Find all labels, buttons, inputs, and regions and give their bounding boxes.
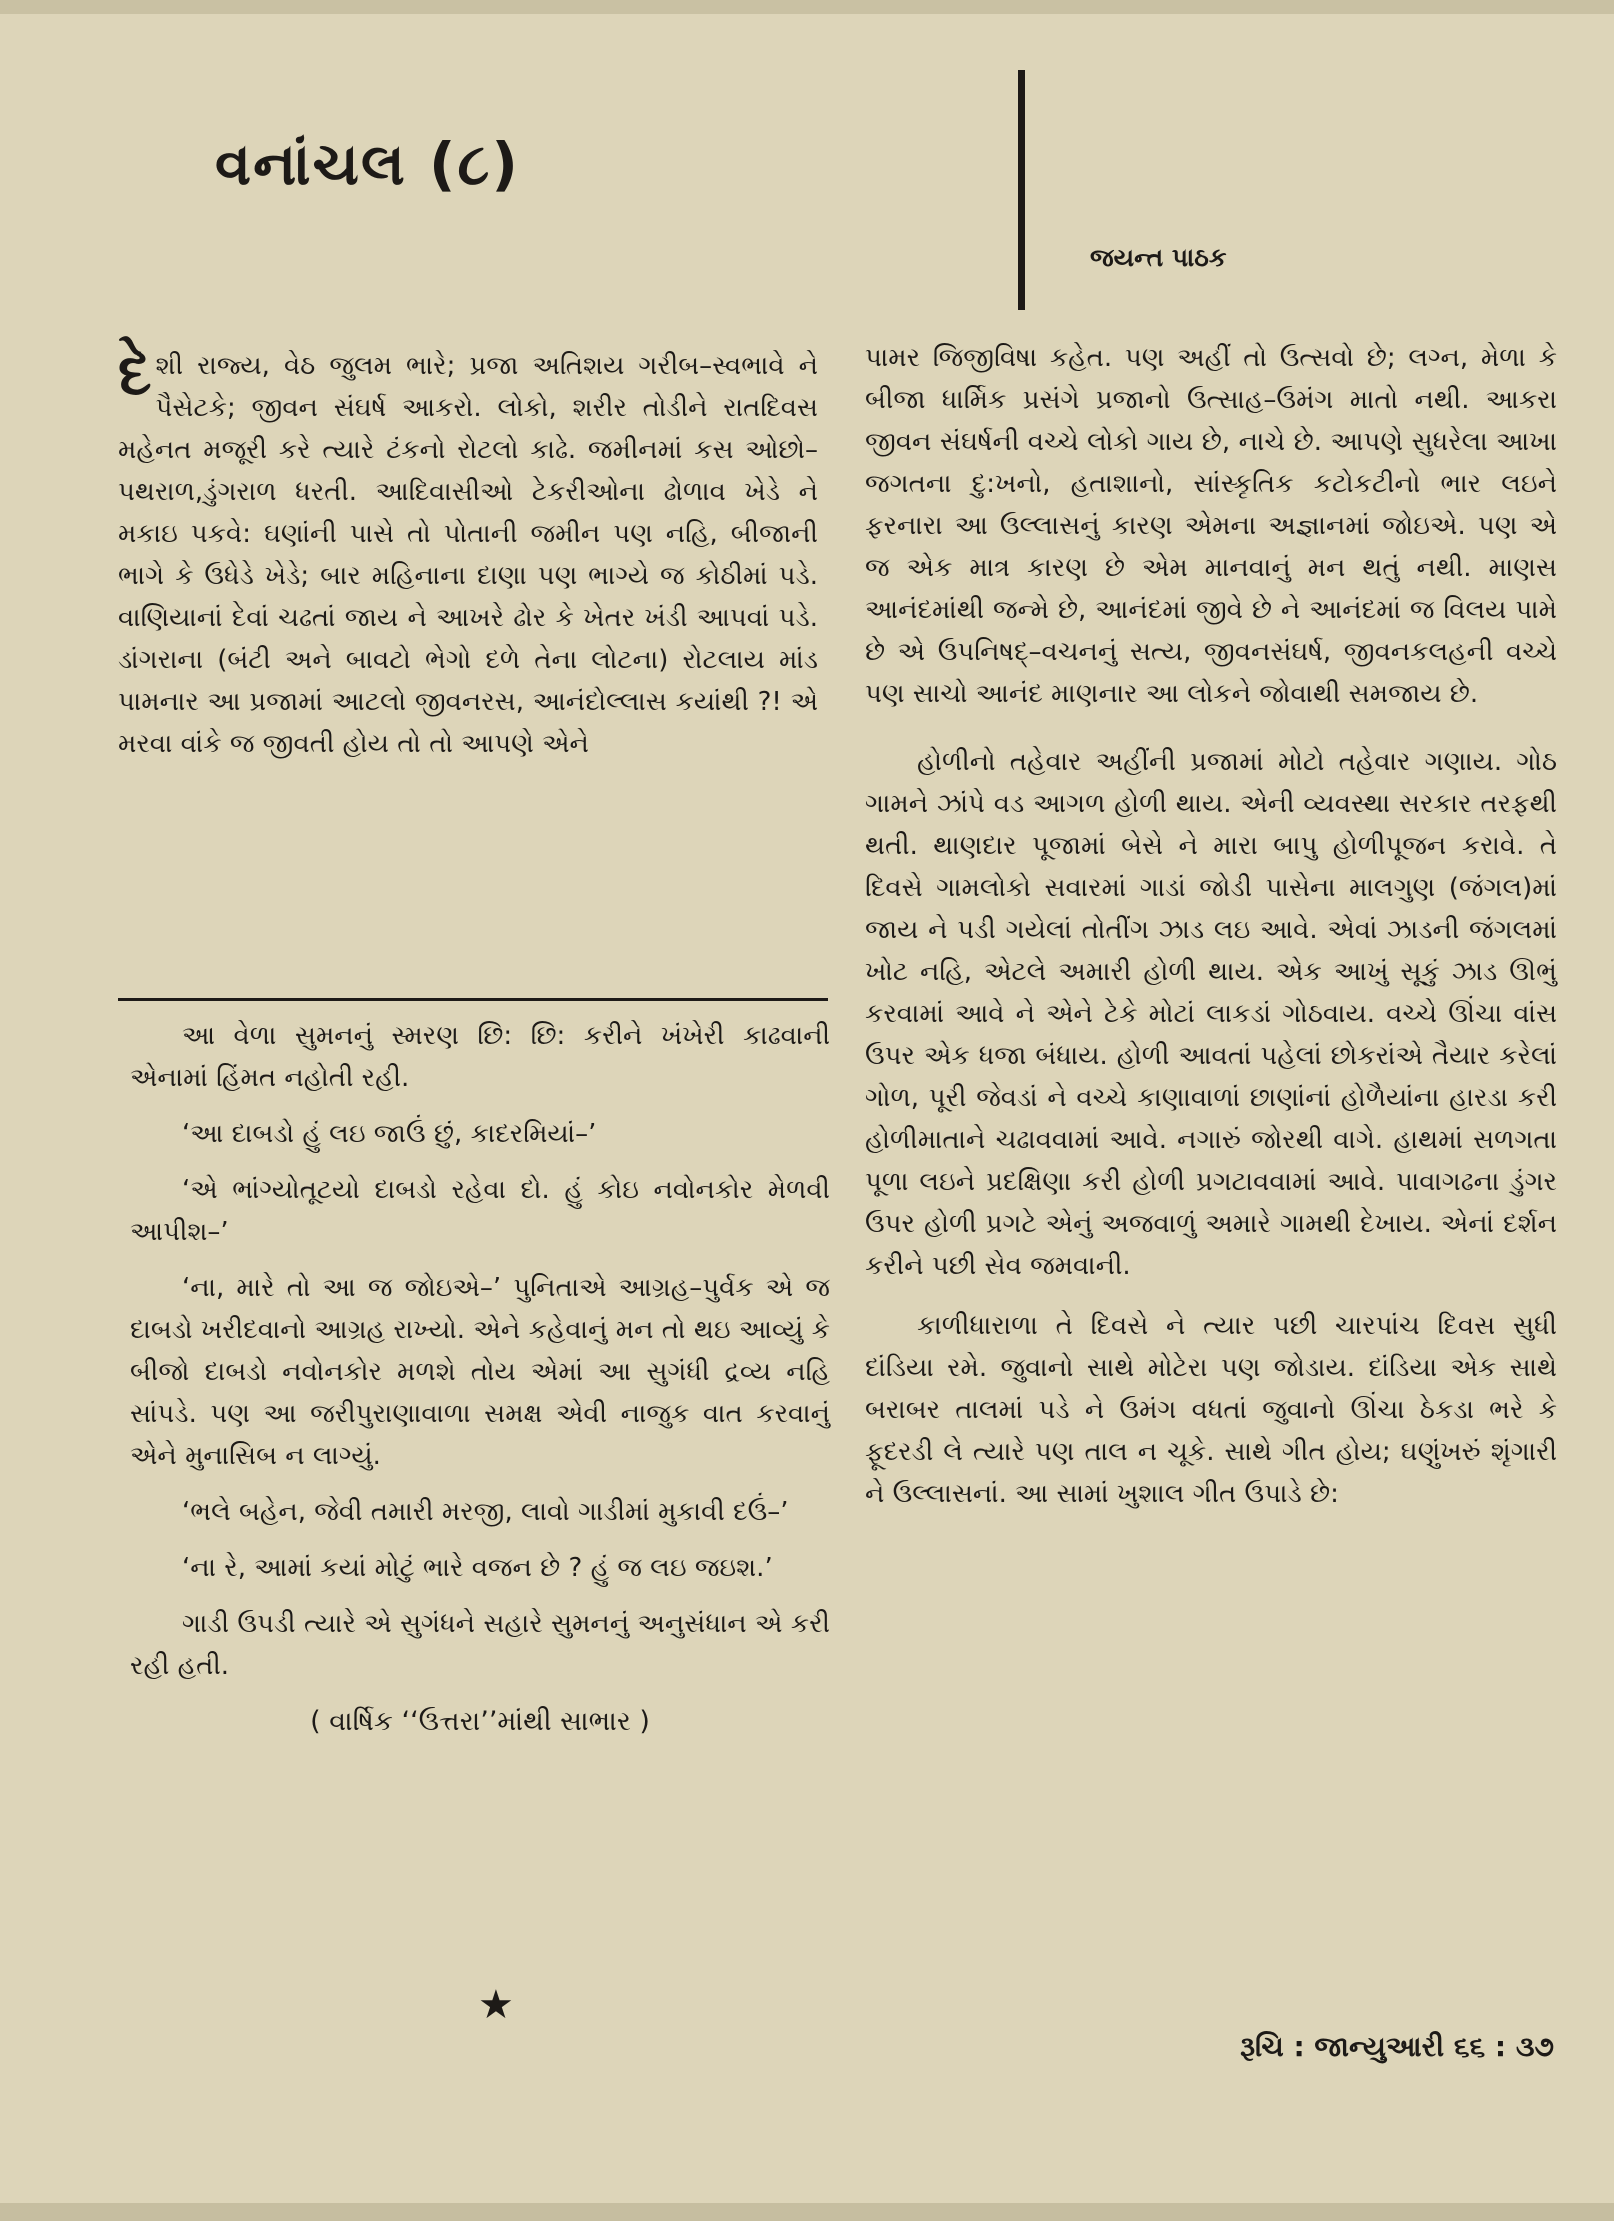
article-column-left [118,339,818,779]
page-footer: રૂચિ : જાન્યુઆરી ૬૬ : ૩૭ [1240,2030,1554,2063]
story-paragraph: ‘આ દાબડો હું લઇ જાઉં છું, કાદરમિયાં–’ [182,1119,597,1149]
story-paragraph: આ વેળા સુમનનું સ્મરણ છિ: છિ: કરીને ખંખેરી કાઢવાની એનામાં હિંમત નહોતી રહી. [130,1021,830,1093]
story-paragraph: ‘ભલે બહેન, જેવી તમારી મરજી, લાવો ગાડીમાં મુકાવી દઉં–’ [182,1497,789,1527]
article-paragraph: પામર જિજીવિષા કહેત. પણ અહીં તો ઉત્સવો છે; લગ્ન, મેળા કે બીજા ધાર્મિક પ્રસંગે પ્રજાનો ઉત્સાહ–ઉમંગ માતો નથી. આકરા જીવન સંઘર્ષની વચ્ચે લોકો ગાય છે, નાચે છે. આપણે સુધરેલા આખા જગતના દુ:ખનો, હતાશાનો, સાંસ્કૃતિક કટોકટીનો ભાર લઇને ફરનારા આ ઉલ્લાસનું કારણ એમના અજ્ઞાનમાં જોઇએ. પણ એ જ એક માત્ર કારણ છે એમ માનવાનું મન થતું નથી. માણસ આનંદમાંથી જન્મે છે, આનંદમાં જીવે છે ને આનંદમાં જ વિલય પામે છે એ ઉપનિષદ્–વચનનું સત્ય, જીવનસંઘર્ષ, જીવનકલહની વચ્ચે પણ સાચો આનંદ માણનાર આ લોકને જોવાથી સમજાય છે. [865,343,1557,709]
article-paragraph: હોળીનો તહેવાર અહીંની પ્રજામાં મોટો તહેવાર ગણાય. ગોઠ ગામને ઝાંપે વડ આગળ હોળી થાય. એની વ્યવસ્થા સરકાર તરફથી થતી. થાણદાર પૂજામાં બેસે ને મારા બાપુ હોળીપૂજન કરાવે. તે દિવસે ગામલોકો સવારમાં ગાડાં જોડી પાસેના માલગુણ (જંગલ)માં જાય ને પડી ગયેલાં તોતીંગ ઝાડ લઇ આવે. એવાં ઝાડની જંગલમાં ખોટ નહિ, એટલે અમારી હોળી થાય. એક આખું સૂકું ઝાડ ઊભું કરવામાં આવે ને એને ટેકે મોટાં લાકડાં ગોઠવાય. વચ્ચે ઊંચા વાંસ ઉપર એક ધજા બંધાય. હોળી આવતાં પહેલાં છોકરાંએ તૈયાર કરેલાં ગોળ, પૂરી જેવડાં ને વચ્ચે કાણાવાળાં છાણાંનાં હોળૈયાંના હારડા કરી હોળીમાતાને ચઢાવવામાં આવે. નગારું જોરથી વાગે. હાથમાં સળગતા પૂળા લઇને પ્રદક્ષિણા કરી હોળી પ્રગટાવવામાં આવે. પાવાગઢના ડુંગર ઉપર હોળી પ્રગટે એનું અજવાળું અમારે ગામથી દેખાય. એનાં દર્શન કરીને પછી સેવ જમવાની. [865,747,1557,1281]
opening-paragraph-text: શી રાજ્ય, વેઠ જુલમ ભારે; પ્રજા અતિશય ગરીબ–સ્વભાવે ને પૈસેટકે; જીવન સંઘર્ષ આકરો. લોકો, શરીર તોડીને રાતદિવસ મહેનત મજૂરી કરે ત્યારે ટંકનો રોટલો કાઢે. જમીનમાં કસ ઓછો–પથરાળ,ડુંગરાળ ધરતી. આદિવાસીઓ ટેકરીઓના ઢોળાવ ખેડે ને મકાઇ પકવે: ઘણાંની પાસે તો પોતાની જમીન પણ નહિ, બીજાની ભાગે કે ઉધેડે ખેડે; બાર મહિનાના દાણા પણ ભાગ્યે જ કોઠીમાં પડે. વાણિયાનાં દેવાં ચઢતાં જાય ને આખરે ઢોર કે ખેતર ખંડી આપવાં પડે. ડાંગરાના (બંટી અને બાવટો ભેગો દળે તેના લોટના) રોટલાય માંડ પામનાર આ પ્રજામાં આટલો જીવનરસ, આનંદોલ્લાસ કયાંથી ?! એ મરવા વાંકે જ જીવતી હોય તો તો આપણે એને [118,351,818,759]
story-paragraph: ગાડી ઉપડી ત્યારે એ સુગંધને સહારે સુમનનું અનુસંધાન એ કરી રહી હતી. [130,1609,830,1681]
page-edge-bottom [0,2203,1614,2221]
article-opening-paragraph [118,339,818,765]
article-paragraph: કાળીધારાળા તે દિવસે ને ત્યાર પછી ચારપાંચ દિવસ સુધી દાંડિયા રમે. જુવાનો સાથે મોટેરા પણ જોડાય. દાંડિયા એક સાથે બરાબર તાલમાં પડે ને ઉમંગ વધતાં જુવાનો ઊંચા ઠેકડા ભરે કે ફૂદરડી લે ત્યારે પણ તાલ ન ચૂકે. સાથે ગીત હોય; ઘણુંખરું શૃંગારી ને ઉલ્લાસનાં. આ સામાં ખુશાલ ગીત ઉપાડે છે: [865,1311,1557,1509]
source-credit: ( વાર્ષિક ‘‘ઉત્તરા’’માંથી સાભાર ) [310,1706,650,1737]
article-author: જયન્ત પાઠક [1090,243,1227,272]
story-paragraph: ‘ના, મારે તો આ જ જોઇએ–’ પુનિતાએ આગ્રહ–પુર્વક એ જ દાબડો ખરીદવાનો આગ્રહ રાખ્યો. એને કહેવાનું મન તો થઇ આવ્યું કે બીજો દાબડો નવોનકોર મળશે તોય એમાં આ સુગંધી દ્રવ્ય નહિ સાંપડે. પણ આ જરીપુરાણાવાળા સમક્ષ એવી નાજુક વાત કરવાનું એને મુનાસિબ ન લાગ્યું. [130,1273,830,1471]
title-vertical-rule [1018,70,1025,310]
section-divider [118,998,828,1001]
page-edge-top [0,0,1614,14]
article-title: વનાંચલ (૮) [215,130,520,198]
story-continuation-column [130,1015,830,1757]
drop-cap: દે [118,339,152,409]
article-column-right [865,337,1557,1533]
story-paragraph: ‘એ ભાંગ્યોતૂટયો દાબડો રહેવા દો. હું કોઇ નવોનકોર મેળવી આપીશ–’ [130,1175,830,1247]
end-star-icon: ★ [478,1982,514,2028]
story-paragraph: ‘ના રે, આમાં કયાં મોટું ભારે વજન છે ? હું જ લઇ જઇશ.’ [182,1553,773,1583]
